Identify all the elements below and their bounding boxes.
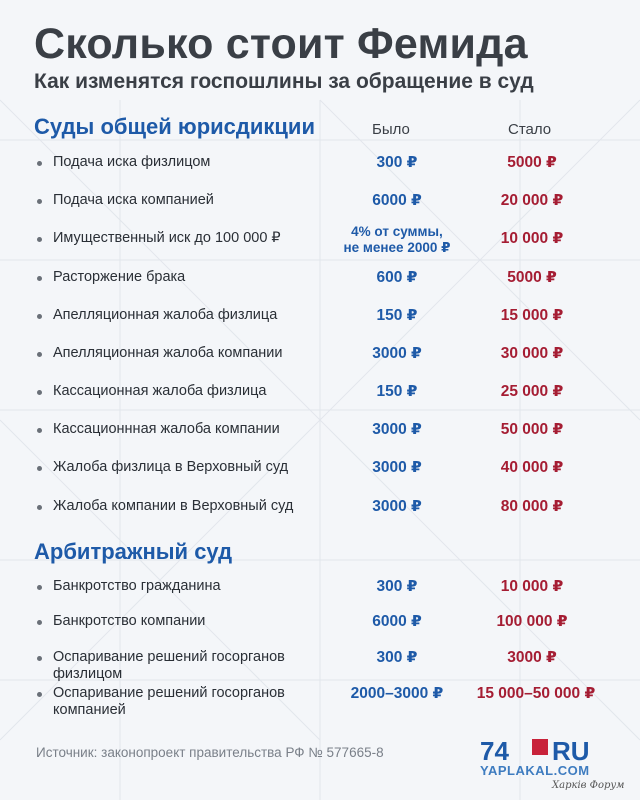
watermark-forum: Харків Форум <box>552 780 625 791</box>
fee-before: 300 ₽ <box>376 578 418 595</box>
fee-before: 3000 ₽ <box>372 421 422 438</box>
fee-after: 15 000–50 000 ₽ <box>476 685 596 702</box>
page-subtitle: Как изменятся госпошлины за обращение в суд <box>34 70 534 93</box>
fee-after: 40 000 ₽ <box>500 459 564 476</box>
bullet <box>37 656 42 661</box>
bullet <box>37 352 42 357</box>
bullet <box>37 161 42 166</box>
fee-after: 15 000 ₽ <box>500 307 564 324</box>
column-header-after: Стало <box>508 121 552 138</box>
fee-after: 20 000 ₽ <box>500 192 564 209</box>
bullet <box>37 314 42 319</box>
bullet <box>37 466 42 471</box>
fee-before: 300 ₽ <box>376 649 418 666</box>
row-label: Апелляционная жалоба физлица <box>53 307 278 323</box>
page-title: Сколько стоит Фемида <box>34 20 528 68</box>
fee-before: 3000 ₽ <box>372 459 422 476</box>
bullet <box>37 585 42 590</box>
fee-before: 6000 ₽ <box>372 192 422 209</box>
fee-after: 5000 ₽ <box>507 269 557 286</box>
fee-after: 3000 ₽ <box>507 649 557 666</box>
bullet <box>37 276 42 281</box>
logo-number: 74 <box>480 736 509 766</box>
row-label: Подача иска компанией <box>53 192 214 208</box>
watermark-site: YAPLAKAL.COM <box>480 763 590 778</box>
row-label: Жалоба компании в Верховный суд <box>53 498 294 514</box>
fee-before: 150 ₽ <box>376 307 418 324</box>
fee-after: 80 000 ₽ <box>500 498 564 515</box>
row-label: Жалоба физлица в Верховный суд <box>53 459 289 475</box>
bullet <box>37 390 42 395</box>
fee-before: 3000 ₽ <box>372 345 422 362</box>
section-title-general-courts: Суды общей юрисдикции <box>34 114 315 139</box>
fee-after: 5000 ₽ <box>507 154 557 171</box>
row-label: Банкротство компании <box>53 613 206 629</box>
row-label: Имущественный иск до 100 000 ₽ <box>53 230 281 246</box>
row-label: Расторжение брака <box>53 269 186 285</box>
fee-before: 4% от суммы, не менее 2000 ₽ <box>343 224 451 255</box>
bullet <box>37 237 42 242</box>
fee-after: 50 000 ₽ <box>500 421 564 438</box>
fee-before: 600 ₽ <box>376 269 418 286</box>
bullet <box>37 692 42 697</box>
fee-after: 100 000 ₽ <box>496 613 568 630</box>
section-title-arbitration-court: Арбитражный суд <box>34 539 233 564</box>
row-label: Оспаривание решений госорганов физлицом <box>53 649 285 682</box>
logo-square-icon <box>532 739 548 755</box>
row-label: Оспаривание решений госорганов компанией <box>53 685 285 718</box>
bullet <box>37 199 42 204</box>
fee-after: 30 000 ₽ <box>500 345 564 362</box>
row-label: Банкротство гражданина <box>53 578 221 594</box>
bullet <box>37 428 42 433</box>
bullet <box>37 620 42 625</box>
row-label: Кассационнная жалоба компании <box>53 421 280 437</box>
column-header-before: Было <box>372 121 410 138</box>
fee-before: 150 ₽ <box>376 383 418 400</box>
fee-before: 6000 ₽ <box>372 613 422 630</box>
bullet <box>37 505 42 510</box>
source-note: Источник: законопроект правительства РФ № 577665-8 <box>36 745 384 760</box>
fee-before: 300 ₽ <box>376 154 418 171</box>
fee-after: 10 000 ₽ <box>500 230 564 247</box>
fee-before: 2000–3000 ₽ <box>350 685 444 702</box>
fee-before: 3000 ₽ <box>372 498 422 515</box>
fee-after: 25 000 ₽ <box>500 383 564 400</box>
row-label: Подача иска физлицом <box>53 154 211 170</box>
logo-suffix: RU <box>552 736 590 766</box>
fee-after: 10 000 ₽ <box>500 578 564 595</box>
row-label: Кассационная жалоба физлица <box>53 383 267 399</box>
row-label: Апелляционная жалоба компании <box>53 345 283 361</box>
